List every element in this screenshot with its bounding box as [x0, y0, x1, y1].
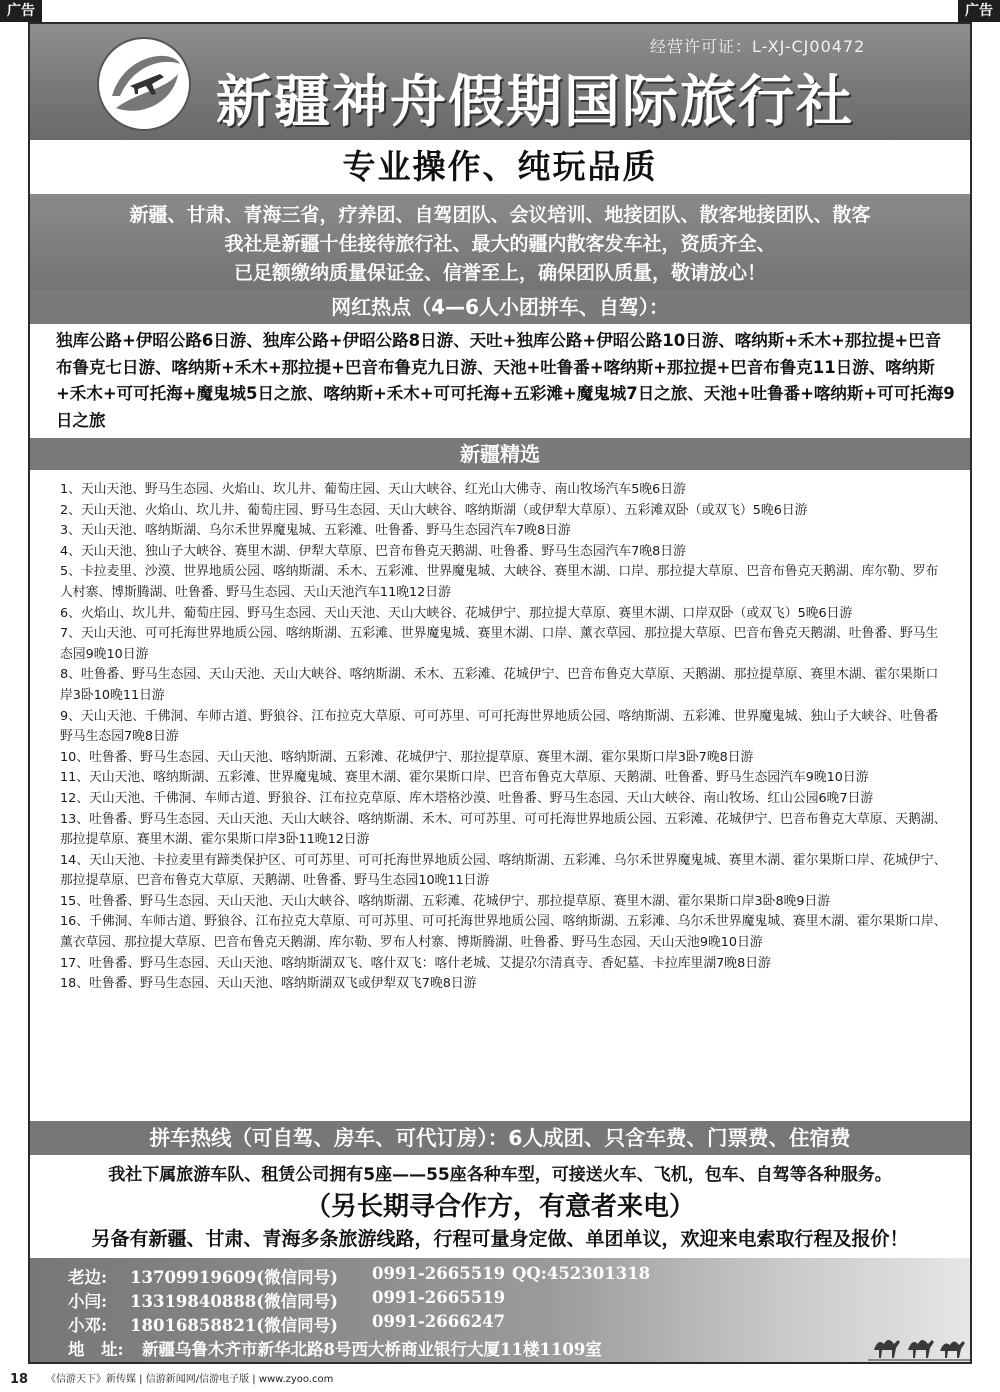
list-item: 16、千佛洞、车师古道、野狼谷、江布拉克大草原、可可苏里、可可托海世界地质公园、喀纳斯湖、五彩滩、乌尔禾世界魔鬼城、赛里木湖、霍尔果斯口岸、薰衣草园、那拉提大草原、巴音布鲁克天鹅湖、库尔勒、罗布人村寨、博斯腾湖、吐鲁番、野马生态园、天山天池9晚10日游	[60, 914, 947, 951]
list-item: 10、吐鲁番、野马生态园、天山天池、喀纳斯湖、五彩滩、花城伊宁、那拉提草原、赛里木湖、霍尔果斯口岸3卧7晚8日游	[60, 749, 754, 765]
list-item: 3、天山天池、喀纳斯湖、乌尔禾世界魔鬼城、五彩滩、吐鲁番、野马生态园汽车7晚8日游	[60, 523, 571, 539]
slogan: 专业操作、纯玩品质	[342, 147, 658, 186]
address-row	[30, 1336, 970, 1360]
list-item: 17、吐鲁番、野马生态园、天山天池、喀纳斯湖双飞、喀什双飞：喀什老城、艾提尕尔清真寺、香妃墓、卡拉库里湖7晚8日游	[60, 955, 771, 971]
contact-mobile: 13709919609(微信同号)	[130, 1268, 338, 1287]
hot-spots-title: 网红热点（4—6人小团拼车、自驾）：	[30, 290, 970, 324]
carpool-hotline: 拼车热线（可自驾、房车、可代订房）：6人成团、只含车费、门票费、住宿费	[30, 1121, 970, 1155]
contact-name: 老边:	[68, 1268, 108, 1287]
list-item: 4、天山天池、独山子大峡谷、赛里木湖、伊犁大草原、巴音布鲁克天鹅湖、吐鲁番、野马生态园汽车7晚8日游	[60, 543, 686, 559]
contact-row	[30, 1312, 970, 1336]
page-number: 18	[10, 1372, 29, 1387]
address-value: 新疆乌鲁木齐市新华北路8号西大桥商业银行大厦11楼1109室	[142, 1340, 602, 1359]
contact-phone: 0991-2666247	[372, 1312, 506, 1331]
selection-title: 新疆精选	[30, 438, 970, 470]
contact-mobile: 18016858821(微信同号)	[130, 1316, 338, 1335]
ad-label-left: 广告	[0, 0, 42, 22]
list-item: 8、吐鲁番、野马生态园、天山天池、天山大峡谷、喀纳斯湖、禾木、五彩滩、花城伊宁、巴音布鲁克大草原、天鹅湖、那拉提草原、赛里木湖、霍尔果斯口岸3卧10晚11日游	[60, 667, 939, 703]
camel-caravan-icon	[868, 1320, 970, 1364]
publication-info: 《信游天下》新传媒 | 信游新闻网/信游电子版 | www.zyoo.com	[46, 1374, 334, 1385]
address-label: 地 址:	[68, 1340, 124, 1359]
intro-line: 已足额缴纳质量保证金、信誉至上，确保团队质量，敬请放心！	[233, 262, 766, 284]
list-item: 13、吐鲁番、野马生态园、天山天池、天山大峡谷、喀纳斯湖、禾木、可可苏里、可可托海世界地质公园、五彩滩、花城伊宁、巴音布鲁克大草原、天鹅湖、那拉提草原、赛里木湖、霍尔果斯口岸3卧11晚12日游	[60, 811, 947, 848]
license-number: 经营许可证：L-XJ-CJ00472	[650, 37, 866, 56]
list-item: 14、天山天池、卡拉麦里有蹄类保护区、可可苏里、可可托海世界地质公园、喀纳斯湖、五彩滩、乌尔禾世界魔鬼城、赛里木湖、霍尔果斯口岸、花城伊宁、那拉提草原、巴音布鲁克大草原、天鹅湖、吐鲁番、野马生态园10晚11日游	[60, 852, 947, 889]
contact-section	[30, 1258, 970, 1364]
partner-text: （另长期寻合作方，有意者来电）	[304, 1192, 695, 1222]
list-item: 15、吐鲁番、野马生态园、天山天池、天山大峡谷、喀纳斯湖、五彩滩、花城伊宁、那拉提草原、赛里木湖、霍尔果斯口岸3卧8晚9日游	[60, 893, 831, 909]
list-item: 5、卡拉麦里、沙漠、世界地质公园、喀纳斯湖、禾木、五彩滩、世界魔鬼城、大峡谷、赛里木湖、口岸、那拉提大草原、巴音布鲁克天鹅湖、库尔勒、罗布人村寨、博斯腾湖、吐鲁番、野马生态园、天山天池汽车11晚12日游	[60, 564, 939, 600]
ad-label-right: 广告	[958, 0, 1000, 22]
list-item: 9、天山天池、千佛洞、车师古道、野狼谷、江布拉克大草原、可可苏里、可可托海世界地质公园、喀纳斯湖、五彩滩、世界魔鬼城、独山子大峡谷、吐鲁番野马生态园7晚8日游	[60, 708, 939, 745]
list-item: 6、火焰山、坎儿井、葡萄庄园、野马生态园、天山天池、天山大峡谷、花城伊宁、那拉提大草原、赛里木湖、口岸双卧（或双飞）5晚6日游	[60, 605, 853, 621]
intro-line: 新疆、甘肃、青海三省，疗养团、自驾团队、会议培训、地接团队、散客地接团队、散客	[129, 204, 871, 226]
list-item: 18、吐鲁番、野马生态园、天山天池、喀纳斯湖双飞或伊犁双飞7晚8日游	[60, 976, 477, 992]
list-item: 11、天山天池、喀纳斯湖、五彩滩、世界魔鬼城、赛里木湖、霍尔果斯口岸、巴音布鲁克大草原、天鹅湖、吐鲁番、野马生态园汽车9晚10日游	[60, 770, 869, 786]
company-logo-icon	[94, 34, 194, 134]
more-routes-text: 另备有新疆、甘肃、青海多条旅游线路，行程可量身定做、单团单议，欢迎来电索取行程及报价！	[91, 1228, 909, 1250]
list-item: 12、天山天池、千佛洞、车师古道、野狼谷、江布拉克草原、库木塔格沙漠、吐鲁番、野马生态园、天山大峡谷、南山牧场、红山公园6晚7日游	[60, 790, 874, 806]
contact-mobile: 13319840888(微信同号)	[130, 1292, 338, 1311]
contact-phone: 0991-2665519	[372, 1288, 506, 1307]
fleet-text: 我社下属旅游车队、租赁公司拥有5座——55座各种车型，可接送火车、飞机，包车、自驾等各种服务。	[108, 1165, 892, 1185]
page-footer	[0, 1368, 1000, 1392]
list-item: 1、天山天池、野马生态园、火焰山、坎儿井、葡萄庄园、天山大峡谷、红光山大佛寺、南山牧场汽车5晚6日游	[60, 482, 686, 497]
route-list	[60, 480, 950, 995]
contact-row	[30, 1288, 970, 1312]
hot-spots-text: 独库公路+伊昭公路6日游、独库公路+伊昭公路8日游、天吐+独库公路+伊昭公路10日游、喀纳斯+禾木+那拉提+巴音布鲁克七日游、喀纳斯+禾木+那拉提+巴音布鲁克九日游、天池+吐鲁番+喀纳斯+那拉提+巴音布鲁克11日游、喀纳斯+禾木+可可托海+魔鬼城5日之旅、喀纳斯+禾木+可可托海+五彩滩+魔鬼城7日之旅、天池+吐鲁番+喀纳斯+可可托海9日之旅	[56, 331, 955, 430]
contact-name: 小闫:	[68, 1292, 108, 1311]
advertisement-frame	[28, 22, 972, 1364]
list-item: 2、天山天池、火焰山、坎儿井、葡萄庄园、野马生态园、天山大峡谷、喀纳斯湖（或伊犁大草原）、五彩滩双卧（或双飞）5晚6日游	[60, 502, 808, 518]
intro-line: 我社是新疆十佳接待旅行社、最大的疆内散客发车社，资质齐全、	[224, 233, 776, 255]
contact-row	[30, 1264, 970, 1288]
contact-phone: 0991-2665519	[372, 1264, 506, 1283]
header-banner	[30, 24, 970, 140]
company-name: 新疆神舟假期国际旅行社	[216, 70, 854, 135]
contact-name: 小邓:	[68, 1316, 108, 1335]
list-item: 7、天山天池、可可托海世界地质公园、喀纳斯湖、五彩滩、世界魔鬼城、赛里木湖、口岸、薰衣草园、那拉提大草原、巴音布鲁克天鹅湖、吐鲁番、野马生态园9晚10日游	[60, 626, 939, 662]
contact-qq: QQ:452301318	[512, 1264, 651, 1283]
intro-section	[30, 194, 970, 290]
